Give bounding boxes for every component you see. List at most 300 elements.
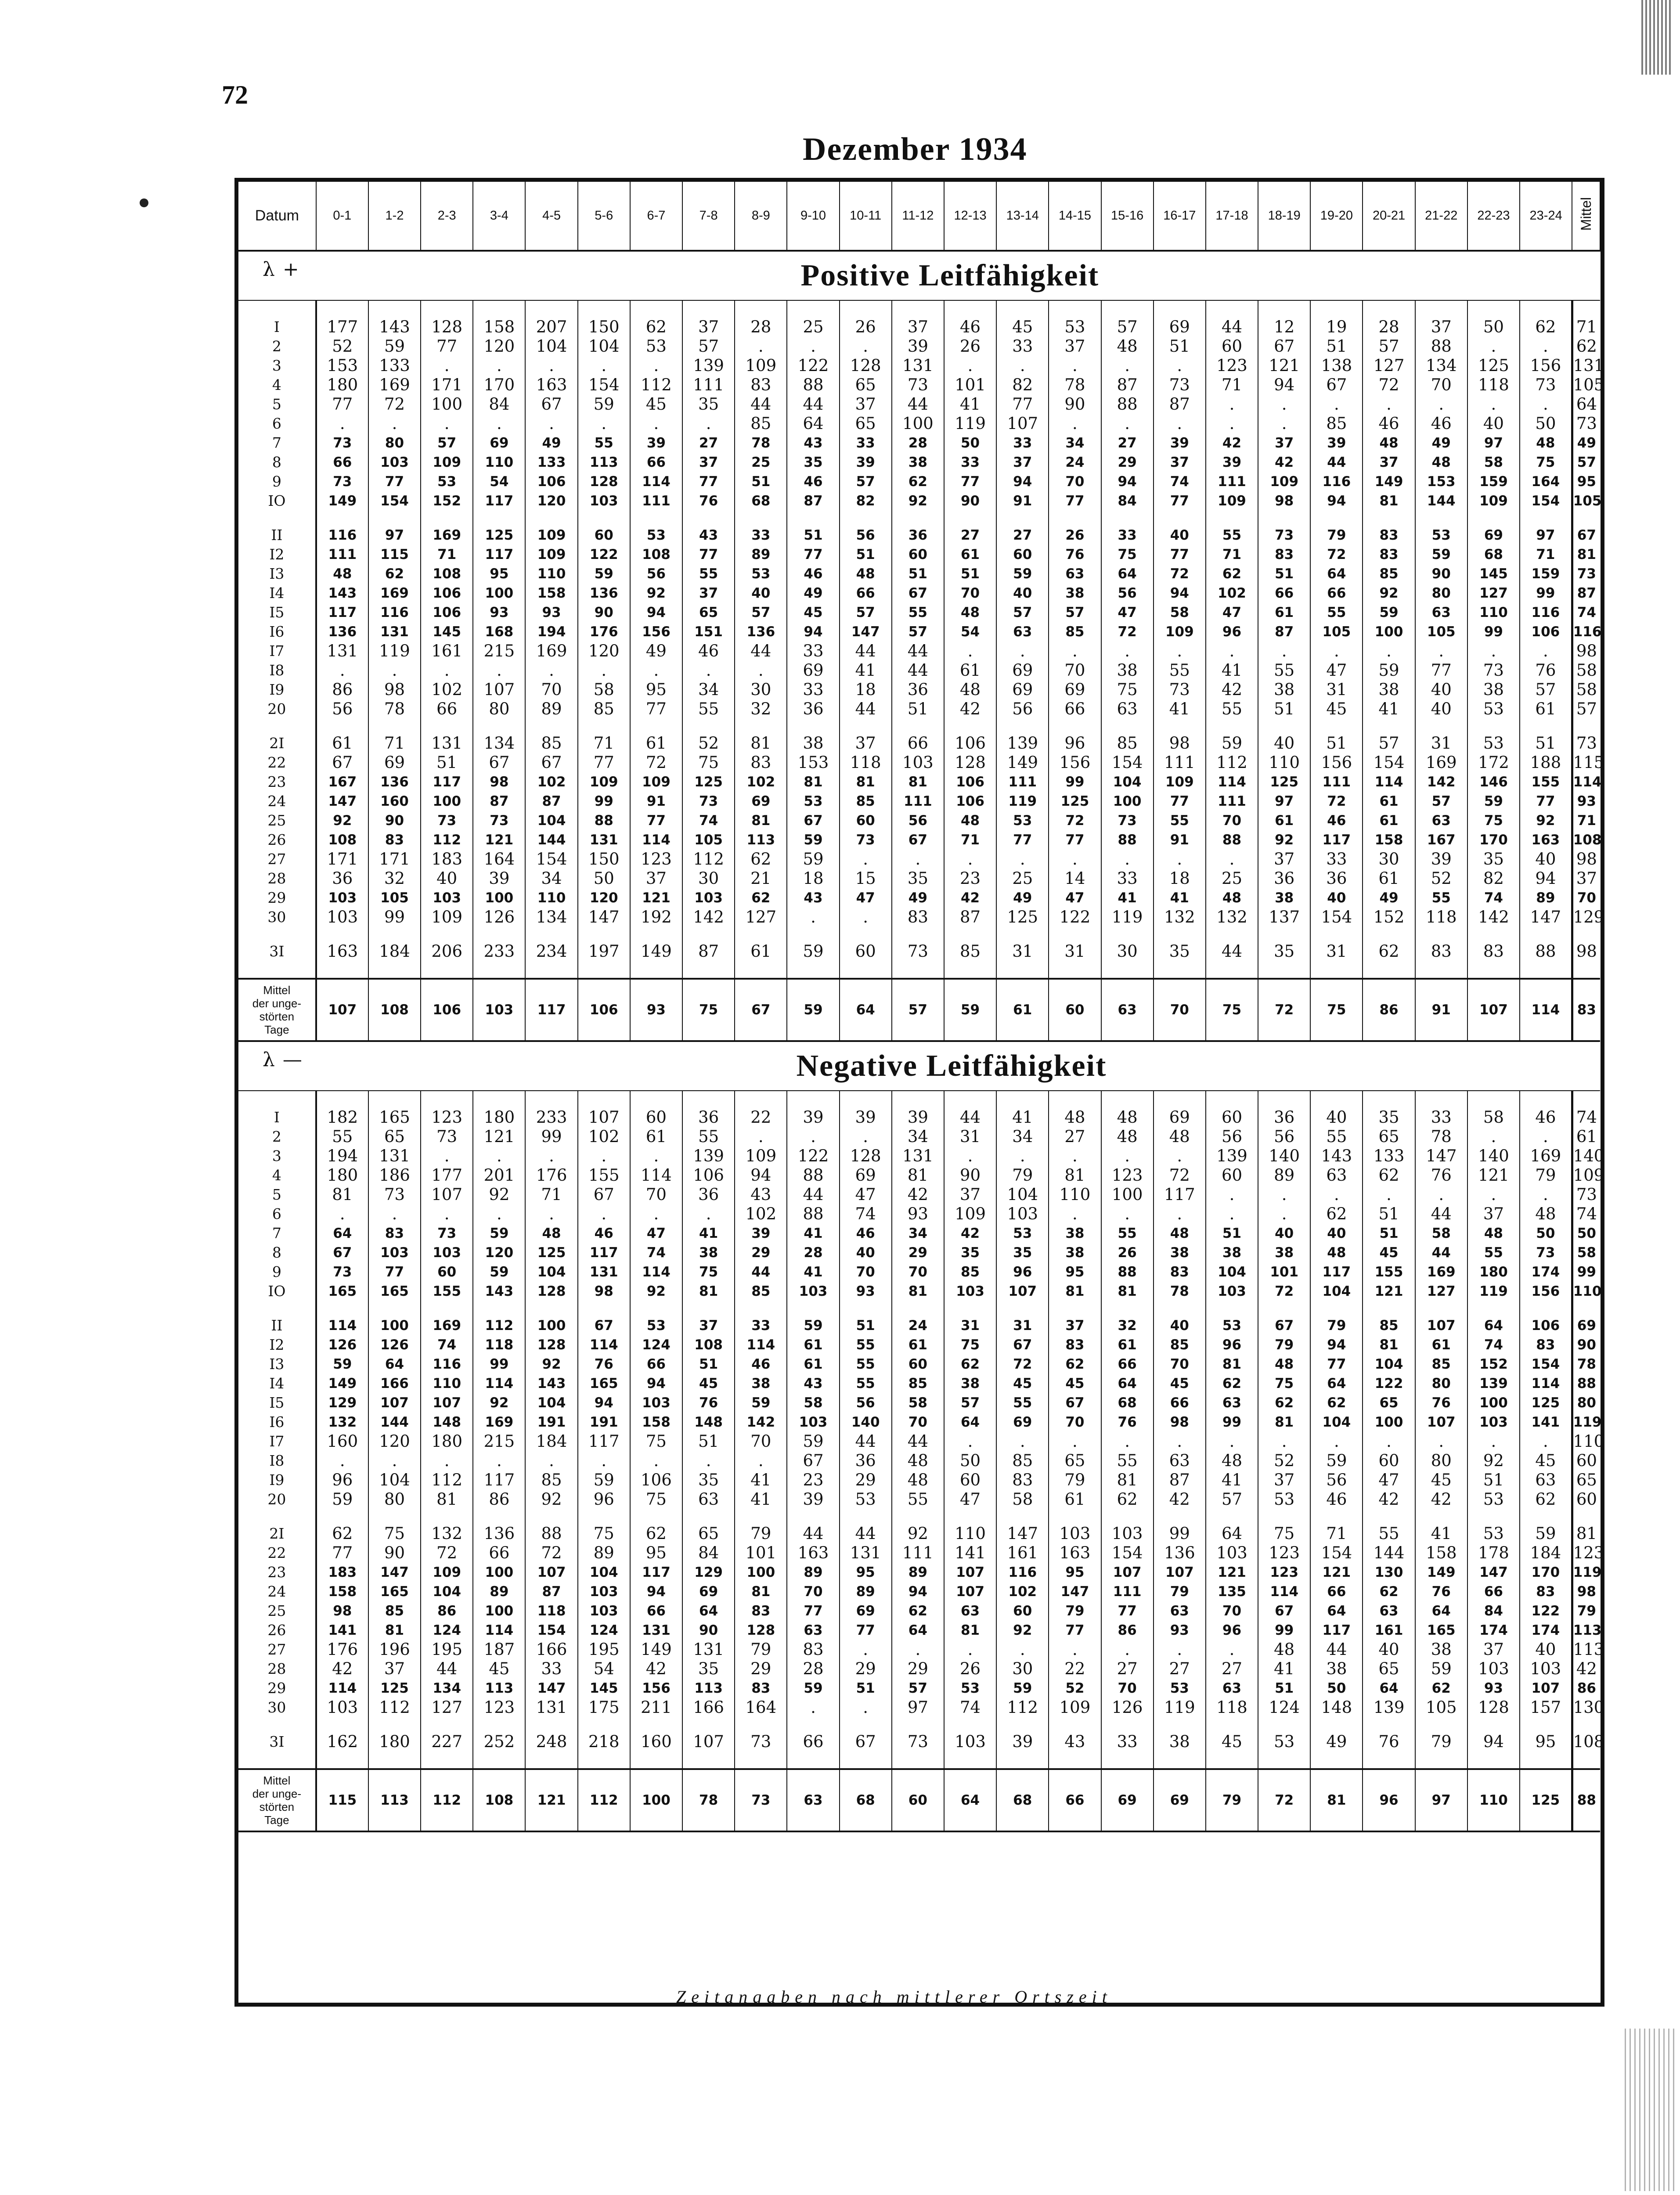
punch-dot [140, 198, 148, 207]
table-row [238, 453, 1600, 472]
value-cell: 66 [421, 699, 473, 719]
value-cell: 70 [892, 1413, 944, 1432]
value-cell: 163 [316, 942, 368, 961]
value-cell: 58 [787, 1393, 839, 1413]
value-cell: 154 [1101, 1543, 1154, 1563]
spacer-row [238, 511, 1600, 526]
table-row [238, 1679, 1600, 1698]
mittel-cell: 70 [1572, 888, 1600, 908]
value-cell: 165 [368, 1582, 421, 1601]
value-cell: 104 [1206, 1262, 1258, 1282]
value-cell: 174 [1520, 1262, 1572, 1282]
value-cell: 92 [996, 1621, 1049, 1640]
value-cell: 152 [1467, 1355, 1520, 1374]
value-cell: 137 [1258, 908, 1310, 927]
value-cell: 67 [525, 395, 577, 414]
value-cell: 70 [735, 1432, 787, 1451]
value-cell: 66 [1310, 1582, 1363, 1601]
value-cell: 70 [944, 584, 996, 603]
mean-cell: 61 [996, 979, 1049, 1041]
value-cell: 166 [368, 1374, 421, 1393]
value-cell: 80 [1415, 584, 1467, 603]
value-cell: . [1467, 395, 1520, 414]
value-cell: 94 [1258, 375, 1310, 395]
table-row [238, 1224, 1600, 1243]
value-cell: 56 [630, 564, 682, 584]
value-cell: 122 [578, 545, 630, 564]
value-cell: 158 [1415, 1543, 1467, 1563]
value-cell: 114 [1206, 772, 1258, 792]
value-cell: 158 [473, 317, 525, 337]
value-cell: 99 [1520, 584, 1572, 603]
value-cell: . [1310, 1185, 1363, 1204]
column-header-hour: 2-3 [421, 182, 473, 251]
value-cell: 62 [735, 888, 787, 908]
value-cell: 69 [996, 680, 1049, 699]
value-cell: 45 [1363, 1243, 1415, 1262]
value-cell: 121 [1363, 1282, 1415, 1301]
value-cell: 72 [1154, 1166, 1206, 1185]
value-cell: 144 [525, 830, 577, 850]
value-cell: 67 [1258, 1316, 1310, 1335]
value-cell: 121 [473, 830, 525, 850]
value-cell: 73 [682, 792, 735, 811]
value-cell: 107 [1415, 1316, 1467, 1335]
value-cell: 82 [996, 375, 1049, 395]
value-cell: 107 [996, 414, 1049, 433]
value-cell: 70 [1154, 1355, 1206, 1374]
value-cell: 59 [787, 850, 839, 869]
value-cell: 86 [473, 1490, 525, 1509]
value-cell: 59 [578, 395, 630, 414]
value-cell: 73 [892, 942, 944, 961]
value-cell: 159 [1520, 564, 1572, 584]
value-cell: 169 [525, 642, 577, 661]
value-cell: 94 [996, 472, 1049, 491]
value-cell: 151 [682, 622, 735, 642]
value-cell: 49 [1363, 888, 1415, 908]
value-cell: 33 [1310, 850, 1363, 869]
value-cell: 45 [1310, 699, 1363, 719]
value-cell: 35 [892, 869, 944, 888]
value-cell: . [1049, 414, 1101, 433]
value-cell: 44 [787, 395, 839, 414]
value-cell: 148 [682, 1413, 735, 1432]
value-cell: 85 [1154, 1335, 1206, 1355]
value-cell: 140 [840, 1413, 892, 1432]
value-cell: 65 [1363, 1393, 1415, 1413]
value-cell: 85 [1363, 1316, 1415, 1335]
value-cell: 36 [892, 680, 944, 699]
mean-cell: 72 [1258, 979, 1310, 1041]
value-cell: . [1154, 1432, 1206, 1451]
value-cell: 41 [944, 395, 996, 414]
value-cell: 44 [787, 1185, 839, 1204]
value-cell: 31 [1415, 734, 1467, 753]
value-cell: 194 [525, 622, 577, 642]
value-cell: 43 [1049, 1732, 1101, 1752]
value-cell: 149 [316, 1374, 368, 1393]
value-cell: 106 [525, 472, 577, 491]
value-cell: 120 [473, 337, 525, 356]
value-cell: 58 [578, 680, 630, 699]
value-cell: 22 [1049, 1659, 1101, 1679]
value-cell: 44 [735, 395, 787, 414]
value-cell: 38 [944, 1374, 996, 1393]
value-cell: 77 [996, 395, 1049, 414]
column-header-hour: 9-10 [787, 182, 839, 251]
value-cell: 53 [1467, 1524, 1520, 1543]
value-cell: 66 [787, 1732, 839, 1752]
day-cell: 30 [238, 1698, 316, 1717]
value-cell: . [944, 1640, 996, 1659]
value-cell: 83 [735, 375, 787, 395]
value-cell: 92 [1363, 584, 1415, 603]
value-cell: . [1154, 1204, 1206, 1224]
value-cell: 66 [630, 1601, 682, 1621]
scan-artifact-top [1641, 0, 1672, 75]
value-cell: 88 [1206, 830, 1258, 850]
value-cell: 136 [1154, 1543, 1206, 1563]
value-cell: 104 [525, 337, 577, 356]
value-cell: 62 [630, 317, 682, 337]
value-cell: 40 [1415, 680, 1467, 699]
value-cell: 111 [682, 375, 735, 395]
value-cell: 85 [1310, 414, 1363, 433]
value-cell: 90 [368, 1543, 421, 1563]
value-cell: 128 [840, 1146, 892, 1166]
value-cell: . [1101, 850, 1154, 869]
value-cell: 81 [421, 1490, 473, 1509]
day-cell: 26 [238, 830, 316, 850]
table-row [238, 1146, 1600, 1166]
value-cell: 60 [421, 1262, 473, 1282]
value-cell: . [1154, 414, 1206, 433]
value-cell: 109 [421, 453, 473, 472]
value-cell: 94 [630, 1582, 682, 1601]
value-cell: 51 [1310, 337, 1363, 356]
value-cell: 68 [1101, 1393, 1154, 1413]
value-cell: 59 [578, 1471, 630, 1490]
value-cell: 161 [1363, 1621, 1415, 1640]
value-cell: 46 [1310, 1490, 1363, 1509]
value-cell: 53 [1415, 526, 1467, 545]
value-cell: 63 [787, 1621, 839, 1640]
value-cell: . [840, 337, 892, 356]
value-cell: 63 [1049, 564, 1101, 584]
value-cell: 59 [996, 564, 1049, 584]
day-cell: 20 [238, 1490, 316, 1509]
value-cell: 37 [1258, 433, 1310, 453]
value-cell: 55 [892, 603, 944, 622]
value-cell: 37 [1258, 850, 1310, 869]
value-cell: 32 [1101, 1316, 1154, 1335]
day-cell: I5 [238, 603, 316, 622]
value-cell: 64 [1310, 564, 1363, 584]
value-cell: 118 [1206, 1698, 1258, 1717]
value-cell: 55 [840, 1355, 892, 1374]
value-cell: 75 [1258, 1374, 1310, 1393]
value-cell: 76 [1415, 1582, 1467, 1601]
value-cell: 113 [473, 1679, 525, 1698]
value-cell: 61 [944, 661, 996, 680]
value-cell: 72 [1154, 564, 1206, 584]
value-cell: 177 [421, 1166, 473, 1185]
value-cell: 31 [996, 942, 1049, 961]
value-cell: 117 [421, 772, 473, 792]
value-cell: . [944, 1146, 996, 1166]
value-cell: . [1467, 642, 1520, 661]
value-cell: . [421, 1204, 473, 1224]
value-cell: 77 [944, 472, 996, 491]
value-cell: 62 [1363, 1582, 1415, 1601]
value-cell: 117 [578, 1243, 630, 1262]
mittel-cell: 108 [1572, 830, 1600, 850]
value-cell: 88 [1101, 1262, 1154, 1282]
value-cell: 79 [1415, 1732, 1467, 1752]
value-cell: 27 [1154, 1659, 1206, 1679]
mean-cell: 107 [316, 979, 368, 1041]
value-cell: 56 [840, 1393, 892, 1413]
value-cell: 101 [735, 1543, 787, 1563]
value-cell: 104 [1310, 1282, 1363, 1301]
value-cell: 39 [473, 869, 525, 888]
value-cell: 76 [1101, 1413, 1154, 1432]
value-cell: 163 [1520, 830, 1572, 850]
value-cell: 142 [682, 908, 735, 927]
value-cell: . [1206, 1204, 1258, 1224]
value-cell: . [840, 850, 892, 869]
value-cell: 85 [368, 1601, 421, 1621]
value-cell: . [578, 356, 630, 375]
value-cell: 81 [735, 811, 787, 830]
value-cell: 126 [1101, 1698, 1154, 1717]
value-cell: 107 [525, 1563, 577, 1582]
mean-cell: 108 [368, 979, 421, 1041]
value-cell: 30 [682, 869, 735, 888]
mean-cell: 115 [316, 1769, 368, 1831]
value-cell: 51 [944, 564, 996, 584]
value-cell: 61 [630, 1127, 682, 1146]
value-cell: 131 [892, 1146, 944, 1166]
value-cell: 73 [1520, 1243, 1572, 1262]
value-cell: 62 [1049, 1355, 1101, 1374]
value-cell: 92 [316, 811, 368, 830]
spacer-row [238, 1752, 1600, 1769]
value-cell: 55 [1310, 1127, 1363, 1146]
value-cell: 114 [735, 1335, 787, 1355]
value-cell: 88 [1101, 830, 1154, 850]
value-cell: 110 [525, 888, 577, 908]
value-cell: 43 [735, 1185, 787, 1204]
value-cell: 107 [1415, 1413, 1467, 1432]
value-cell: 23 [787, 1471, 839, 1490]
mean-label-line: Mittel [263, 984, 291, 997]
value-cell: 154 [1310, 1543, 1363, 1563]
value-cell: 65 [682, 1524, 735, 1543]
mean-row [238, 1769, 1600, 1831]
value-cell: 66 [892, 734, 944, 753]
value-cell: 100 [1363, 1413, 1415, 1432]
value-cell: 83 [996, 1471, 1049, 1490]
value-cell: 85 [944, 1262, 996, 1282]
value-cell: 117 [316, 603, 368, 622]
value-cell: 107 [421, 1393, 473, 1413]
value-cell: . [1206, 1640, 1258, 1659]
spacer-row [238, 1717, 1600, 1732]
value-cell: 80 [473, 699, 525, 719]
value-cell: 123 [1206, 356, 1258, 375]
mean-cell: 78 [682, 1769, 735, 1831]
value-cell: 40 [1310, 1224, 1363, 1243]
value-cell: 60 [996, 1601, 1049, 1621]
value-cell: 85 [840, 792, 892, 811]
value-cell: 42 [1154, 1490, 1206, 1509]
value-cell: 90 [1415, 564, 1467, 584]
value-cell: 107 [682, 1732, 735, 1752]
value-cell: 37 [1363, 453, 1415, 472]
value-cell: 77 [316, 395, 368, 414]
day-cell: 25 [238, 1601, 316, 1621]
value-cell: 48 [1310, 1243, 1363, 1262]
value-cell: . [473, 1146, 525, 1166]
value-cell: 87 [1154, 1471, 1206, 1490]
lambda-label: λ — [263, 1049, 303, 1071]
value-cell: 191 [525, 1413, 577, 1432]
value-cell: 147 [525, 1679, 577, 1698]
value-cell: . [1415, 1185, 1467, 1204]
value-cell: 105 [682, 830, 735, 850]
value-cell: . [421, 414, 473, 433]
value-cell: . [473, 356, 525, 375]
value-cell: 61 [630, 734, 682, 753]
value-cell: 180 [1467, 1262, 1520, 1282]
value-cell: 59 [996, 1679, 1049, 1698]
day-cell: 7 [238, 433, 316, 453]
value-cell: 59 [787, 1432, 839, 1451]
value-cell: 26 [1049, 526, 1101, 545]
value-cell: 103 [944, 1282, 996, 1301]
value-cell: 40 [1310, 1108, 1363, 1127]
value-cell: 98 [1154, 734, 1206, 753]
value-cell: 51 [1520, 734, 1572, 753]
value-cell: 91 [630, 792, 682, 811]
value-cell: 248 [525, 1732, 577, 1752]
value-cell: 44 [892, 661, 944, 680]
section-title [238, 251, 1600, 300]
value-cell: 37 [892, 317, 944, 337]
value-cell: 149 [630, 942, 682, 961]
value-cell: 44 [1206, 942, 1258, 961]
value-cell: 73 [840, 830, 892, 850]
value-cell: 40 [1467, 414, 1520, 433]
mittel-cell: 71 [1572, 811, 1600, 830]
value-cell: 64 [1310, 1374, 1363, 1393]
value-cell: 187 [473, 1640, 525, 1659]
value-cell: 141 [316, 1621, 368, 1640]
value-cell: 45 [1049, 1374, 1101, 1393]
value-cell: . [1101, 642, 1154, 661]
value-cell: 49 [996, 888, 1049, 908]
day-cell: 29 [238, 888, 316, 908]
mittel-cell: 93 [1572, 792, 1600, 811]
day-cell: 23 [238, 1563, 316, 1582]
day-cell: I8 [238, 1451, 316, 1471]
value-cell: 54 [944, 622, 996, 642]
value-cell: 88 [1415, 337, 1467, 356]
value-cell: 114 [578, 1335, 630, 1355]
value-cell: 44 [421, 1659, 473, 1679]
value-cell: 63 [1415, 603, 1467, 622]
value-cell: 100 [525, 1316, 577, 1335]
value-cell: 84 [1101, 491, 1154, 511]
value-cell: 99 [368, 908, 421, 927]
day-cell: I [238, 317, 316, 337]
table-row [238, 1262, 1600, 1282]
value-cell: 33 [1101, 526, 1154, 545]
value-cell: 97 [1258, 792, 1310, 811]
value-cell: 70 [630, 1185, 682, 1204]
value-cell: 45 [682, 1374, 735, 1393]
mean-cell: 69 [1154, 1769, 1206, 1831]
value-cell: 127 [1467, 584, 1520, 603]
value-cell: 55 [840, 1374, 892, 1393]
value-cell: 87 [473, 792, 525, 811]
value-cell: 55 [1467, 1243, 1520, 1262]
value-cell: 56 [840, 526, 892, 545]
value-cell: 153 [787, 753, 839, 772]
value-cell: 41 [735, 1471, 787, 1490]
value-cell: . [1363, 395, 1415, 414]
value-cell: . [1206, 414, 1258, 433]
value-cell: 46 [1415, 414, 1467, 433]
mittel-cell: 58 [1572, 1243, 1600, 1262]
mittel-cell: 58 [1572, 661, 1600, 680]
value-cell: 91 [1154, 830, 1206, 850]
value-cell: 37 [1049, 1316, 1101, 1335]
value-cell: 116 [421, 1355, 473, 1374]
table-row [238, 734, 1600, 753]
value-cell: 35 [1154, 942, 1206, 961]
value-cell: 149 [1415, 1563, 1467, 1582]
value-cell: 44 [944, 1108, 996, 1127]
value-cell: 52 [1415, 869, 1467, 888]
value-cell: 66 [1467, 1582, 1520, 1601]
value-cell: 128 [944, 753, 996, 772]
value-cell: 43 [787, 433, 839, 453]
value-cell: 144 [1363, 1543, 1415, 1563]
value-cell: 61 [787, 1355, 839, 1374]
value-cell: 27 [1206, 1659, 1258, 1679]
value-cell: 104 [421, 1582, 473, 1601]
value-cell: 103 [421, 1243, 473, 1262]
value-cell: 147 [996, 1524, 1049, 1543]
value-cell: 36 [316, 869, 368, 888]
value-cell: . [892, 850, 944, 869]
value-cell: 123 [421, 1108, 473, 1127]
value-cell: 80 [368, 1490, 421, 1509]
value-cell: 131 [578, 1262, 630, 1282]
value-cell: 102 [735, 772, 787, 792]
value-cell: 88 [787, 1166, 839, 1185]
value-cell: 38 [1206, 1243, 1258, 1262]
mean-cell: 75 [1310, 979, 1363, 1041]
value-cell: 125 [682, 772, 735, 792]
value-cell: 39 [787, 1490, 839, 1509]
value-cell: 52 [1258, 1451, 1310, 1471]
value-cell: 114 [1520, 1374, 1572, 1393]
value-cell: 40 [996, 584, 1049, 603]
